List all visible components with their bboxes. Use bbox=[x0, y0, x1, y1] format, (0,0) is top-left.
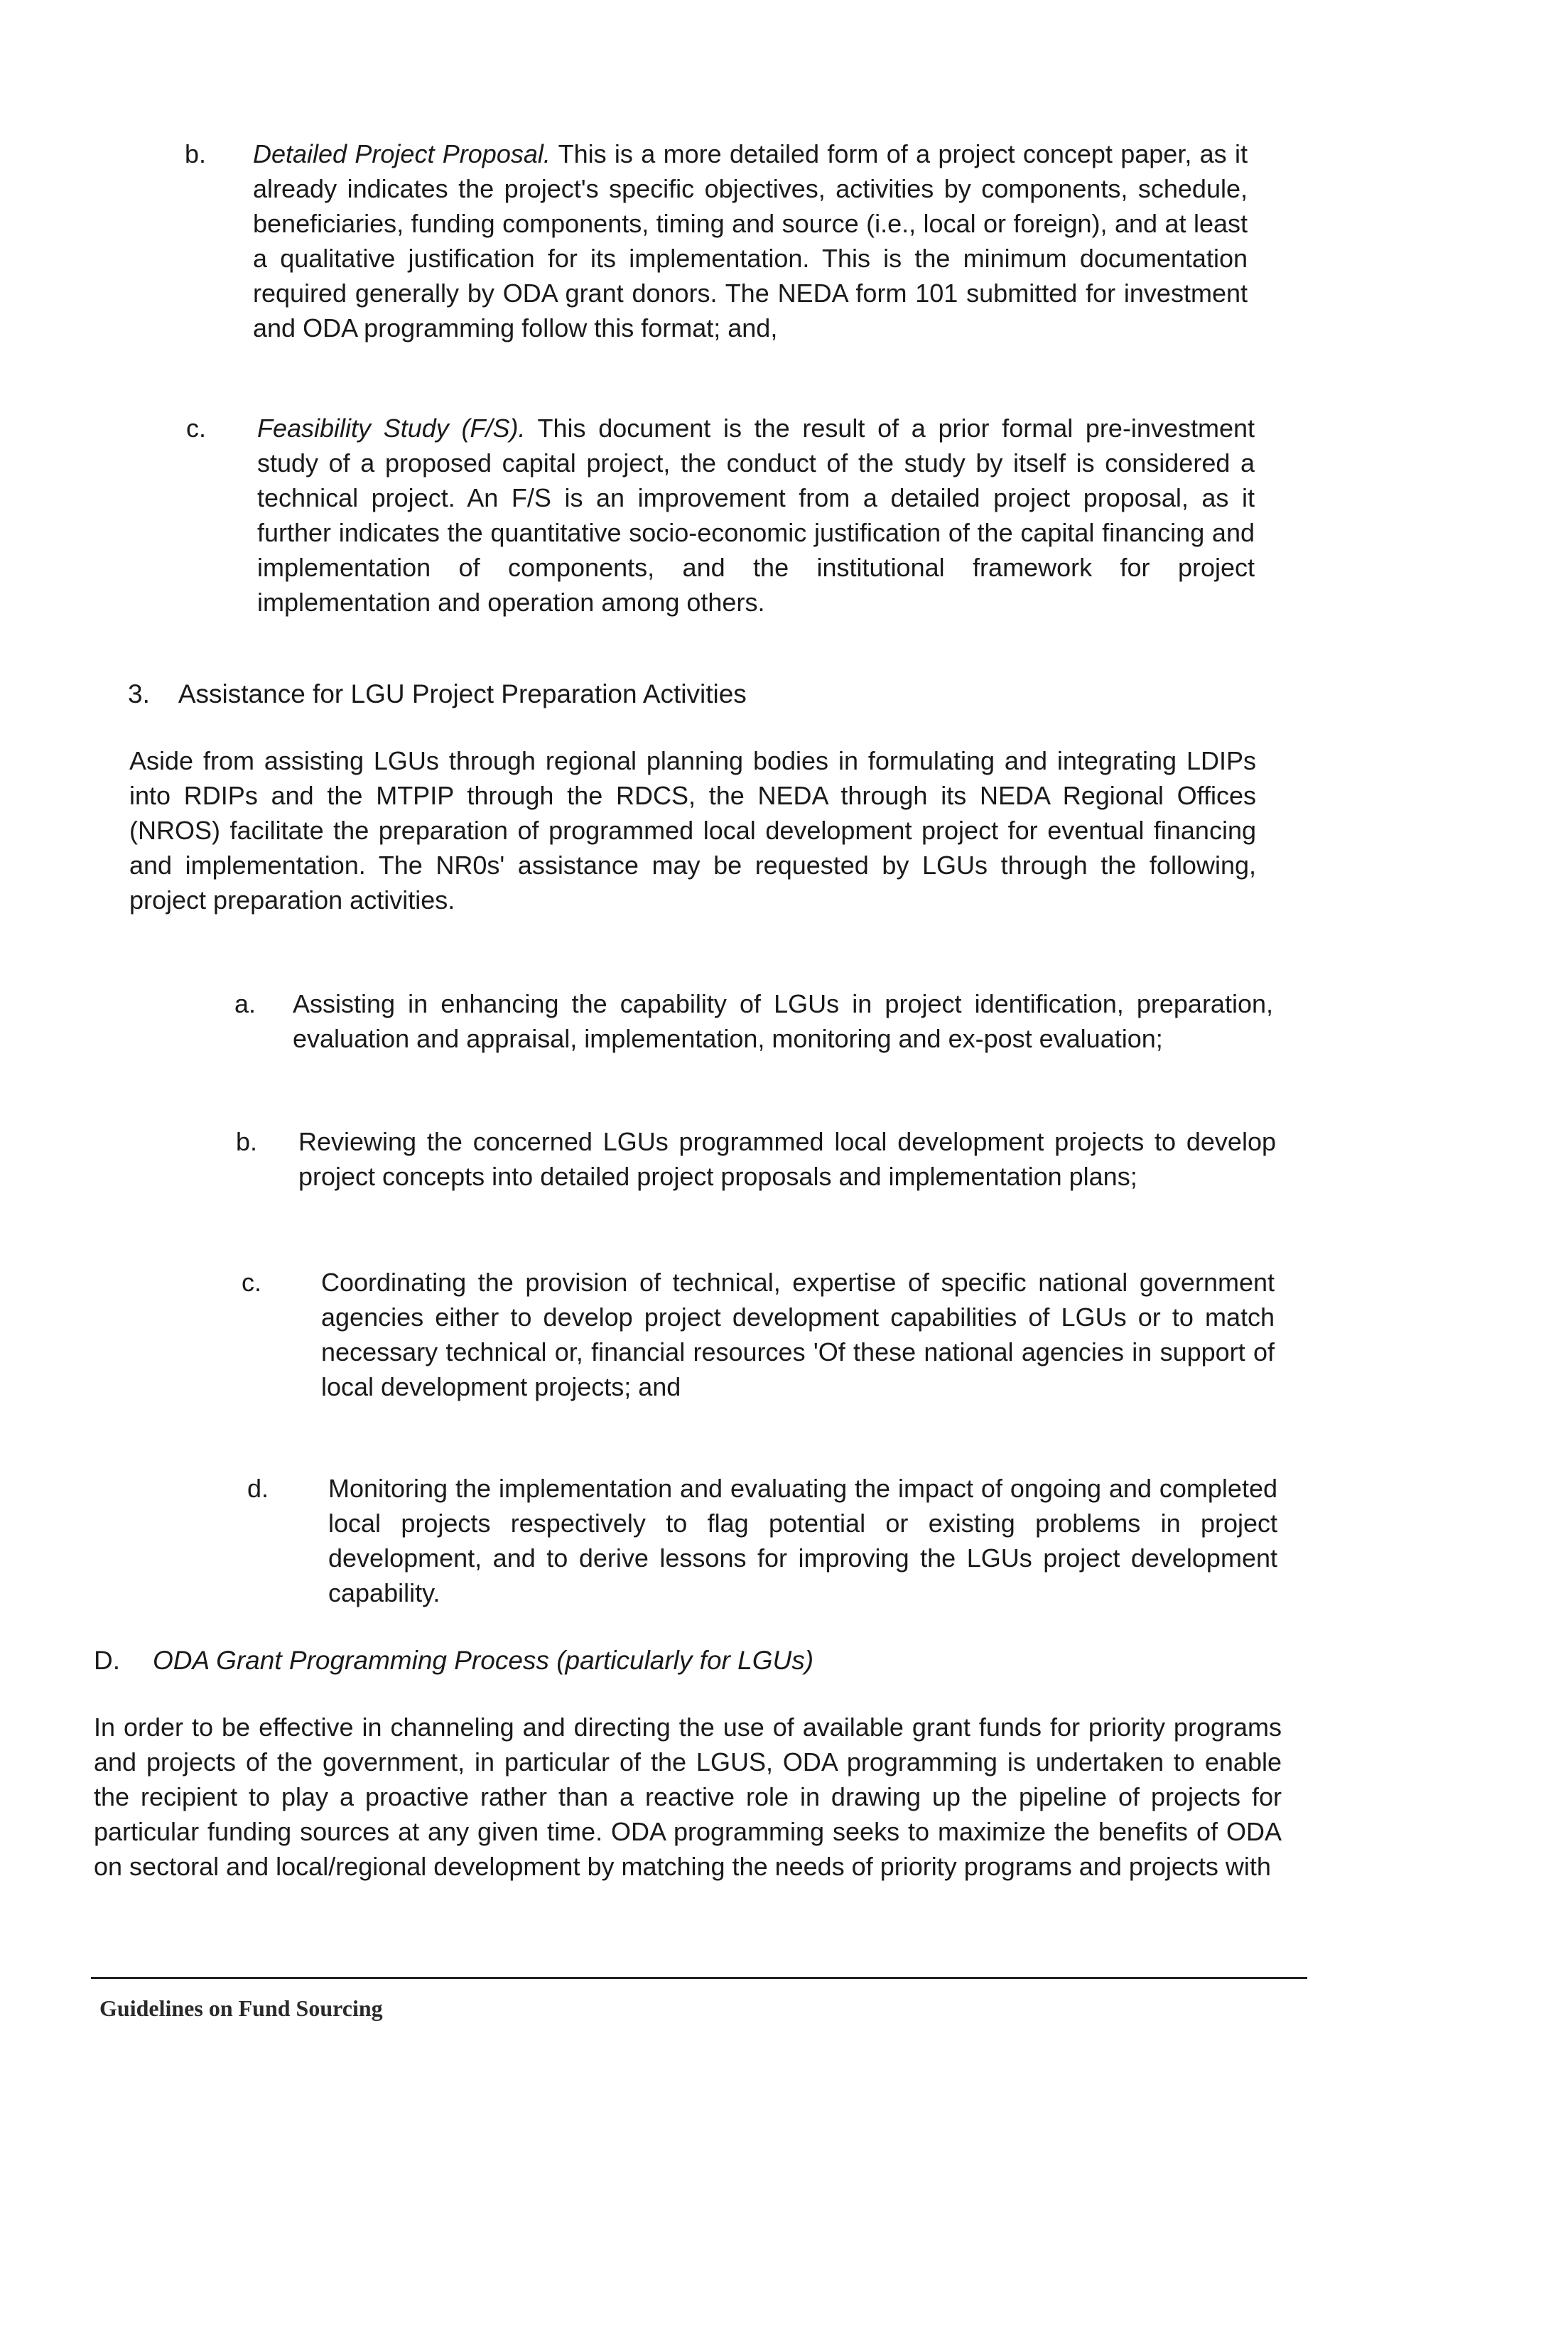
section-d-heading bbox=[94, 1643, 813, 1678]
feasibility-study-item bbox=[257, 411, 1255, 620]
list-marker: a. bbox=[234, 989, 256, 1018]
section-3-heading bbox=[128, 676, 747, 711]
item-marker: c. bbox=[186, 414, 207, 443]
section-letter: D. bbox=[94, 1646, 120, 1675]
item-term: Detailed Project Proposal. bbox=[253, 139, 551, 168]
section-title: Assistance for LGU Project Preparation Activities bbox=[178, 679, 747, 708]
section-number: 3. bbox=[128, 679, 150, 708]
section-d-body: In order to be effective in channeling and directing the use of available grant funds for priority programs and projects of the government, in particular of the LGUS, ODA programming is undertaken to enable the recipient to play a proactive rather than a reactive role in drawing up the pipeline of projects for particular funding sources at any given time. ODA programming seeks to maximize the benefits of ODA on sectoral and local/regional development by matching the needs of priority programs and projects with bbox=[94, 1713, 1282, 1881]
list-item: Monitoring the implementation and evaluating the impact of ongoing and completed local projects respectively to flag potential or existing problems in project development, and to derive lessons for improving the LGUs project development capability. bbox=[328, 1474, 1277, 1607]
footer-divider bbox=[91, 1977, 1307, 1979]
list-item: Reviewing the concerned LGUs programmed local development projects to develop project concepts into detailed project proposals and implementation plans; bbox=[298, 1127, 1276, 1191]
item-text: This is a more detailed form of a project concept paper, as it already indicates the project's specific objectives, activities by components, schedule, beneficiaries, funding components, timing and source (i.e., local or foreign), and at least a qualitative justification for its implementation. This is the minimum documentation required generally by ODA grant donors. The NEDA form 101 submitted for investment and ODA programming follow this format; and, bbox=[253, 139, 1248, 343]
item-text: This document is the result of a prior formal pre-investment study of a proposed capital project, the conduct of the study by itself is considered a technical project. An F/S is an improvement from a detailed project proposal, as it further indicates the quantitative socio-economic justification of the capital financing and implementation of components, and the institutional framework for project implementation and operation among others. bbox=[257, 414, 1255, 617]
footer-title: Guidelines on Fund Sourcing bbox=[99, 1995, 383, 2021]
list-item: Coordinating the provision of technical, expertise of specific national government agencies either to develop project development capabilities of LGUs or to match necessary technical or, financial resources 'Of these national agencies in support of local development projects; and bbox=[321, 1268, 1275, 1401]
item-term: Feasibility Study (F/S). bbox=[257, 414, 526, 443]
section-title: ODA Grant Programming Process (particularly for LGUs) bbox=[153, 1646, 814, 1675]
list-marker: c. bbox=[242, 1268, 262, 1297]
detailed-project-proposal-item bbox=[253, 136, 1248, 345]
list-marker: d. bbox=[247, 1474, 269, 1503]
section-3-intro: Aside from assisting LGUs through regional planning bodies in formulating and integrating LDIPs into RDIPs and the MTPIP through the RDCS, the NEDA through its NEDA Regional Offices (NROS) facilitate the preparation of programmed local development project for eventual financing and implementation. The NR0s' assistance may be requested by LGUs through the following, project preparation activities. bbox=[129, 746, 1256, 915]
list-marker: b. bbox=[236, 1127, 258, 1156]
item-marker: b. bbox=[185, 139, 207, 168]
list-item: Assisting in enhancing the capability of LGUs in project identification, preparation, evaluation and appraisal, implementation, monitoring and ex-post evaluation; bbox=[293, 989, 1273, 1053]
